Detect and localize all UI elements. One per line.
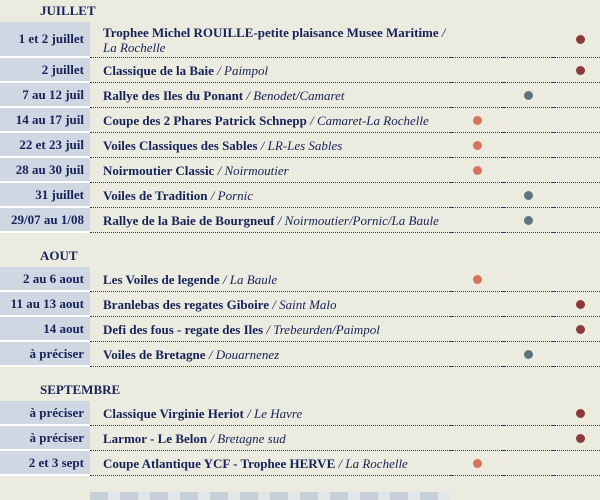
event-name [90, 208, 450, 233]
event-row [0, 267, 600, 292]
category-cell [504, 58, 552, 83]
event-name [90, 83, 450, 108]
event-location: Le Havre [253, 405, 303, 421]
category-cell [452, 208, 502, 233]
event-name [90, 451, 450, 476]
category-cell [554, 451, 600, 476]
event-row [0, 58, 600, 83]
event-date [0, 342, 90, 367]
event-row [0, 133, 600, 158]
event-row [0, 208, 600, 233]
event-name [90, 317, 450, 342]
event-title: Larmor - Le Belon [103, 430, 208, 446]
category-cell [452, 158, 502, 183]
category-cell [504, 451, 552, 476]
event-location: Paimpol [224, 62, 269, 78]
category-cell [554, 267, 600, 292]
event-title: Voiles de Bretagne [103, 346, 206, 362]
category-cell [452, 83, 502, 108]
category-cell [452, 22, 502, 58]
category-cell [554, 317, 600, 342]
event-date [0, 292, 90, 317]
event-location: La Rochelle [103, 39, 166, 55]
category-cell [452, 108, 502, 133]
event-separator: / [335, 455, 346, 471]
event-location: Camaret-La Rochelle [316, 112, 429, 128]
event-separator: / [438, 24, 446, 40]
event-name [90, 183, 450, 208]
event-row [0, 342, 600, 367]
category-cell [554, 58, 600, 83]
category-cell [452, 317, 502, 342]
event-title: Rallye des Iles du Ponant [103, 87, 244, 103]
event-title: Voiles de Tradition [103, 187, 208, 203]
category-cell [554, 83, 600, 108]
event-separator: / [205, 346, 216, 362]
event-name [90, 426, 450, 451]
event-date [0, 267, 90, 292]
category-dot-icon [473, 166, 482, 175]
category-cell [504, 22, 552, 58]
event-title: Voiles Classiques des Sables [103, 137, 258, 153]
category-dot-icon [473, 116, 482, 125]
category-cell [554, 22, 600, 58]
category-cell [504, 158, 552, 183]
event-date-text: 7 au 12 juil [22, 86, 84, 102]
event-date-text: 11 au 13 aout [10, 295, 84, 311]
event-date [0, 401, 90, 426]
event-row [0, 183, 600, 208]
month-header [0, 245, 600, 267]
event-date-text: 31 juillet [35, 186, 84, 202]
category-cell [504, 133, 552, 158]
month-title: SEPTEMBRE [40, 382, 121, 397]
event-title: Coupe Atlantique YCF - Trophee HERVE [103, 455, 336, 471]
category-cell [504, 183, 552, 208]
event-date [0, 208, 90, 233]
month-events [0, 401, 600, 476]
category-cell [554, 108, 600, 133]
category-dot-icon [473, 459, 482, 468]
event-location: Noirmoutier/Pornic/La Baule [284, 212, 439, 228]
event-title: Coupe des 2 Phares Patrick Schnepp [103, 112, 307, 128]
event-row [0, 426, 600, 451]
category-cell [554, 158, 600, 183]
category-cell [452, 401, 502, 426]
category-dot-icon [473, 275, 482, 284]
event-location: Douarnenez [215, 346, 280, 362]
event-separator: / [269, 296, 280, 312]
event-date-text: 28 au 30 juil [15, 161, 84, 177]
event-location: Bretagne sud [217, 430, 286, 446]
month-events [0, 267, 600, 367]
event-location: La Baule [229, 271, 278, 287]
category-cell [504, 317, 552, 342]
event-date [0, 451, 90, 476]
month-title: JUILLET [40, 3, 96, 18]
category-cell [504, 208, 552, 233]
event-date-text: 22 et 23 juil [19, 136, 84, 152]
event-title: Defi des fous - regate des Iles [103, 321, 264, 337]
category-cell [504, 267, 552, 292]
category-dot-icon [524, 91, 533, 100]
event-date-text: 2 au 6 aout [22, 270, 84, 286]
event-date-text: à préciser [29, 429, 84, 445]
category-cell [452, 426, 502, 451]
category-cell [504, 401, 552, 426]
category-dot-icon [576, 300, 585, 309]
event-separator: / [274, 212, 285, 228]
category-dot-icon [524, 191, 533, 200]
event-date [0, 83, 90, 108]
category-dot-icon [576, 409, 585, 418]
category-cell [504, 83, 552, 108]
event-separator: / [207, 187, 218, 203]
event-location: Saint Malo [279, 296, 337, 312]
event-date-text: 2 juillet [41, 61, 84, 77]
category-cell [554, 401, 600, 426]
event-date-text: à préciser [29, 345, 84, 361]
event-title: Les Voiles de legende [103, 271, 220, 287]
event-title: Noirmoutier Classic [103, 162, 215, 178]
event-location: Noirmoutier [224, 162, 289, 178]
event-date [0, 58, 90, 83]
month-header [0, 379, 600, 401]
event-date-text: 2 et 3 sept [28, 454, 84, 470]
event-row [0, 292, 600, 317]
category-cell [452, 58, 502, 83]
category-cell [452, 342, 502, 367]
category-cell [452, 267, 502, 292]
category-cell [554, 133, 600, 158]
category-cell [554, 426, 600, 451]
event-name [90, 158, 450, 183]
event-separator: / [243, 405, 254, 421]
category-cell [452, 451, 502, 476]
event-location: Trebeurden/Paimpol [273, 321, 380, 337]
category-cell [554, 342, 600, 367]
event-row [0, 22, 600, 58]
event-date [0, 183, 90, 208]
category-cell [504, 292, 552, 317]
category-cell [452, 292, 502, 317]
event-separator: / [306, 112, 317, 128]
month-title: AOUT [40, 248, 78, 263]
event-date-text: 1 et 2 juillet [18, 31, 84, 46]
event-date [0, 317, 90, 342]
event-separator: / [243, 87, 254, 103]
category-cell [554, 208, 600, 233]
event-row [0, 401, 600, 426]
event-separator: / [213, 62, 224, 78]
event-title: Classique Virginie Heriot [103, 405, 244, 421]
category-cell [554, 183, 600, 208]
category-cell [504, 342, 552, 367]
category-dot-icon [576, 66, 585, 75]
event-date-text: 14 aout [43, 320, 84, 336]
event-row [0, 83, 600, 108]
event-name [90, 267, 450, 292]
category-dot-icon [524, 350, 533, 359]
event-location: LR-Les Sables [267, 137, 343, 153]
event-name [90, 292, 450, 317]
category-dot-icon [473, 141, 482, 150]
event-name [90, 108, 450, 133]
event-row [0, 158, 600, 183]
event-name [90, 133, 450, 158]
event-date [0, 22, 90, 58]
category-cell [554, 292, 600, 317]
event-title: Rallye de la Baie de Bourgneuf [103, 212, 275, 228]
category-dot-icon [524, 216, 533, 225]
category-dot-icon [576, 325, 585, 334]
event-name [90, 342, 450, 367]
event-date [0, 133, 90, 158]
event-location: Benodet/Camaret [253, 87, 345, 103]
event-separator: / [219, 271, 230, 287]
event-name [90, 22, 450, 58]
event-row [0, 317, 600, 342]
category-dot-icon [576, 35, 585, 44]
category-cell [452, 183, 502, 208]
category-cell [452, 133, 502, 158]
event-separator: / [263, 321, 274, 337]
bottom-scroll-strip [90, 492, 450, 500]
event-separator: / [214, 162, 225, 178]
category-dot-icon [576, 434, 585, 443]
event-date-text: 14 au 17 juil [15, 111, 84, 127]
event-title: Trophee Michel ROUILLE-petite plaisance Musee Maritime [103, 24, 439, 40]
month-events [0, 22, 600, 233]
category-cell [504, 108, 552, 133]
event-row [0, 451, 600, 476]
event-title: Branlebas des regates Giboire [103, 296, 269, 312]
month-header [0, 0, 600, 22]
event-row [0, 108, 600, 133]
event-date [0, 426, 90, 451]
event-location: Pornic [217, 187, 254, 203]
event-date-text: à préciser [29, 404, 84, 420]
event-date [0, 108, 90, 133]
event-name [90, 401, 450, 426]
event-name [90, 58, 450, 83]
event-title: Classique de la Baie [103, 62, 214, 78]
event-date [0, 158, 90, 183]
event-separator: / [207, 430, 218, 446]
category-cell [504, 426, 552, 451]
event-location: La Rochelle [345, 455, 408, 471]
event-date-text: 29/07 au 1/08 [11, 211, 84, 227]
event-separator: / [257, 137, 268, 153]
